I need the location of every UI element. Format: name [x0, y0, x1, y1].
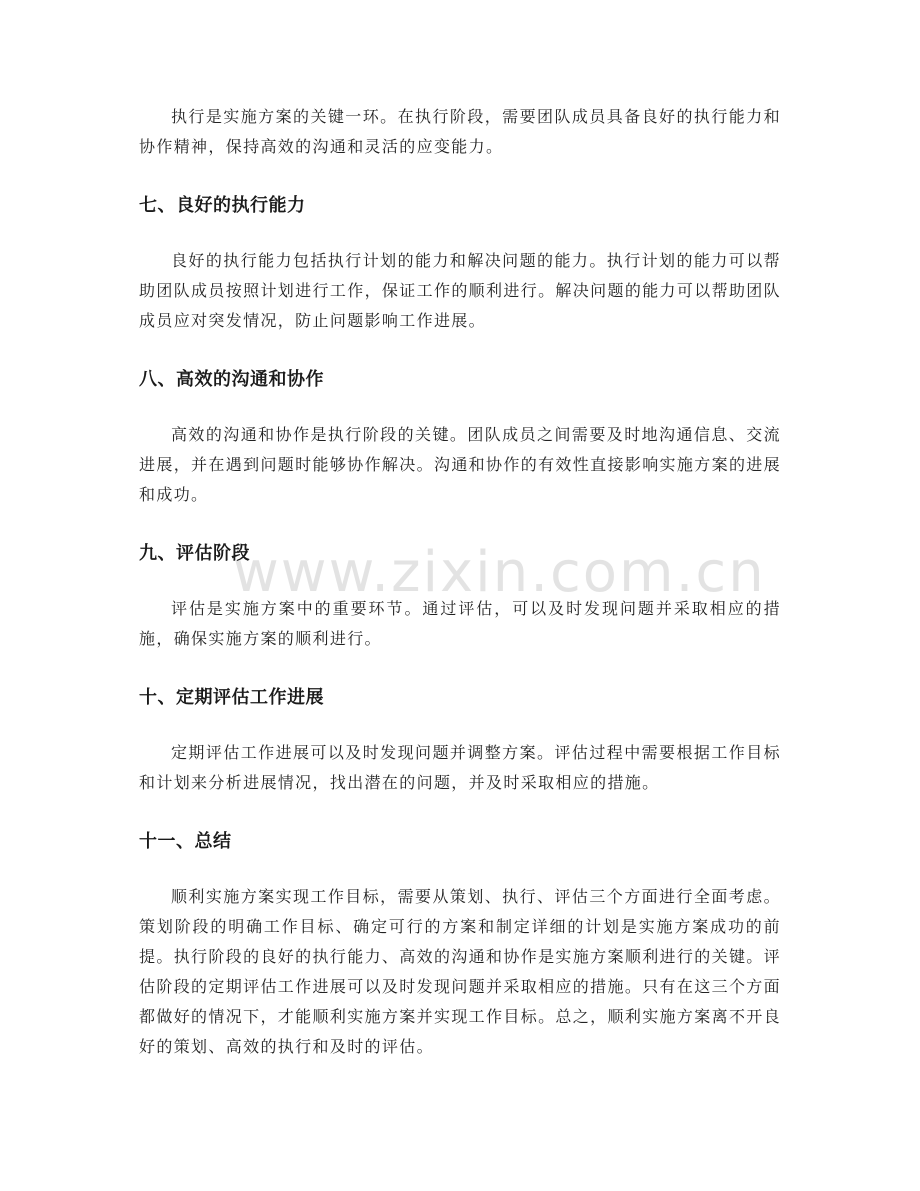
section-body-10: 定期评估工作进展可以及时发现问题并调整方案。评估过程中需要根据工作目标和计划来分析进展情况，找出潜在的问题，并及时采取相应的措施。	[139, 743, 781, 792]
section-body-7: 良好的执行能力包括执行计划的能力和解决问题的能力。执行计划的能力可以帮助团队成员按照计划进行工作，保证工作的顺利进行。解决问题的能力可以帮助团队成员应对突发情况，防止问题影响工作进展。	[139, 251, 781, 330]
section-heading-10: 十、定期评估工作进展	[139, 687, 324, 708]
section-body-9: 评估是实施方案中的重要环节。通过评估，可以及时发现问题并采取相应的措施，确保实施方案的顺利进行。	[139, 599, 781, 648]
spacer	[139, 221, 781, 246]
spacer	[139, 569, 781, 594]
section-body-8: 高效的沟通和协作是执行阶段的关键。团队成员之间需要及时地沟通信息、交流进展，并在遇到问题时能够协作解决。沟通和协作的有效性直接影响实施方案的进展和成功。	[139, 425, 781, 504]
spacer	[139, 798, 781, 827]
section-body-11: 顺利实施方案实现工作目标，需要从策划、执行、评估三个方面进行全面考虑。策划阶段的明确工作目标、确定可行的方案和制定详细的计划是实施方案成功的前提。执行阶段的良好的执行能力、高效的沟通和协作是实施方案顺利进行的关键。评估阶段的定期评估工作进展可以及时发现问题并采取相应的措施。只有在这三个方面都做好的情况下，才能顺利实施方案并实现工作目标。总之，顺利实施方案离不开良好的策划、高效的执行和及时的评估。	[139, 887, 781, 1056]
spacer	[139, 857, 781, 882]
intro-paragraph: 执行是实施方案的关键一环。在执行阶段，需要团队成员具备良好的执行能力和协作精神，保持高效的沟通和灵活的应变能力。	[139, 107, 781, 156]
section-heading-7: 七、良好的执行能力	[139, 195, 306, 216]
spacer	[139, 336, 781, 365]
spacer	[139, 162, 781, 191]
spacer	[139, 654, 781, 683]
section-heading-11: 十一、总结	[139, 831, 232, 852]
watermark: www.zixin.com.cn	[233, 540, 766, 605]
document-page	[139, 102, 781, 1062]
section-heading-9: 九、评估阶段	[139, 543, 250, 564]
spacer	[139, 510, 781, 539]
spacer	[139, 395, 781, 420]
section-heading-8: 八、高效的沟通和协作	[139, 369, 324, 390]
spacer	[139, 713, 781, 738]
